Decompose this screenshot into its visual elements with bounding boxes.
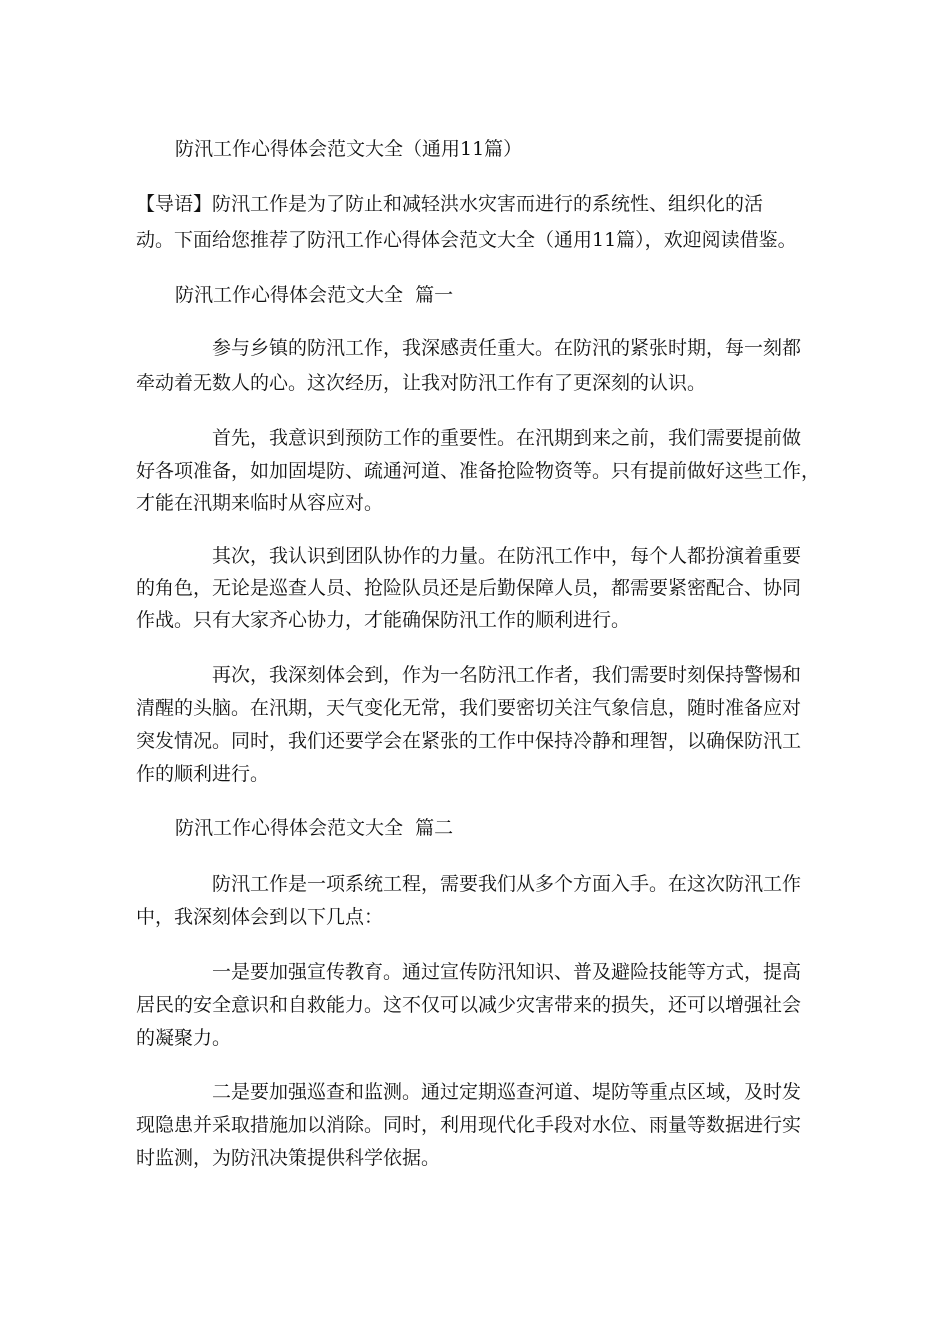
paragraph-line: 牵动着无数人的心。这次经历，让我对防汛工作有了更深刻的认识。	[136, 372, 707, 394]
paragraph-line: 再次，我深刻体会到，作为一名防汛工作者，我们需要时刻保持警惕和	[212, 664, 802, 686]
paragraph-line: 的角色，无论是巡查人员、抢险队员还是后勤保障人员，都需要紧密配合、协同	[136, 577, 802, 599]
paragraph-line: 突发情况。同时，我们还要学会在紧张的工作中保持冷静和理智，以确保防汛工	[136, 730, 802, 752]
paragraph-line: 时监测，为防汛决策提供科学依据。	[136, 1147, 441, 1169]
intro-line: 动。下面给您推荐了防汛工作心得体会范文大全（通用11篇），欢迎阅读借鉴。	[136, 229, 797, 251]
paragraph-line: 好各项准备，如加固堤防、疏通河道、准备抢险物资等。只有提前做好这些工作，	[136, 460, 821, 482]
paragraph-line: 一是要加强宣传教育。通过宣传防汛知识、普及避险技能等方式，提高	[212, 961, 802, 983]
document-title: 防汛工作心得体会范文大全（通用11篇）	[175, 138, 523, 160]
paragraph-line: 其次，我认识到团队协作的力量。在防汛工作中，每个人都扮演着重要	[212, 545, 802, 567]
paragraph-line: 居民的安全意识和自救能力。这不仅可以减少灾害带来的损失，还可以增强社会	[136, 994, 802, 1016]
intro-line: 【导语】防汛工作是为了防止和减轻洪水灾害而进行的系统性、组织化的活	[136, 193, 764, 215]
paragraph-line: 的凝聚力。	[136, 1027, 232, 1049]
paragraph-line: 作的顺利进行。	[136, 763, 270, 785]
paragraph-line: 参与乡镇的防汛工作，我深感责任重大。在防汛的紧张时期，每一刻都	[212, 337, 802, 359]
paragraph-line: 首先，我意识到预防工作的重要性。在汛期到来之前，我们需要提前做	[212, 427, 802, 449]
section-heading: 防汛工作心得体会范文大全 篇一	[175, 284, 454, 306]
paragraph-line: 才能在汛期来临时从容应对。	[136, 492, 384, 514]
paragraph-line: 清醒的头脑。在汛期，天气变化无常，我们要密切关注气象信息，随时准备应对	[136, 697, 802, 719]
section-heading: 防汛工作心得体会范文大全 篇二	[175, 817, 454, 839]
paragraph-line: 防汛工作是一项系统工程，需要我们从多个方面入手。在这次防汛工作	[212, 873, 802, 895]
paragraph-line: 现隐患并采取措施加以消除。同时，利用现代化手段对水位、雨量等数据进行实	[136, 1114, 802, 1136]
paragraph-line: 作战。只有大家齐心协力，才能确保防汛工作的顺利进行。	[136, 609, 631, 631]
paragraph-line: 中，我深刻体会到以下几点：	[136, 906, 384, 928]
paragraph-line: 二是要加强巡查和监测。通过定期巡查河道、堤防等重点区域，及时发	[212, 1081, 802, 1103]
